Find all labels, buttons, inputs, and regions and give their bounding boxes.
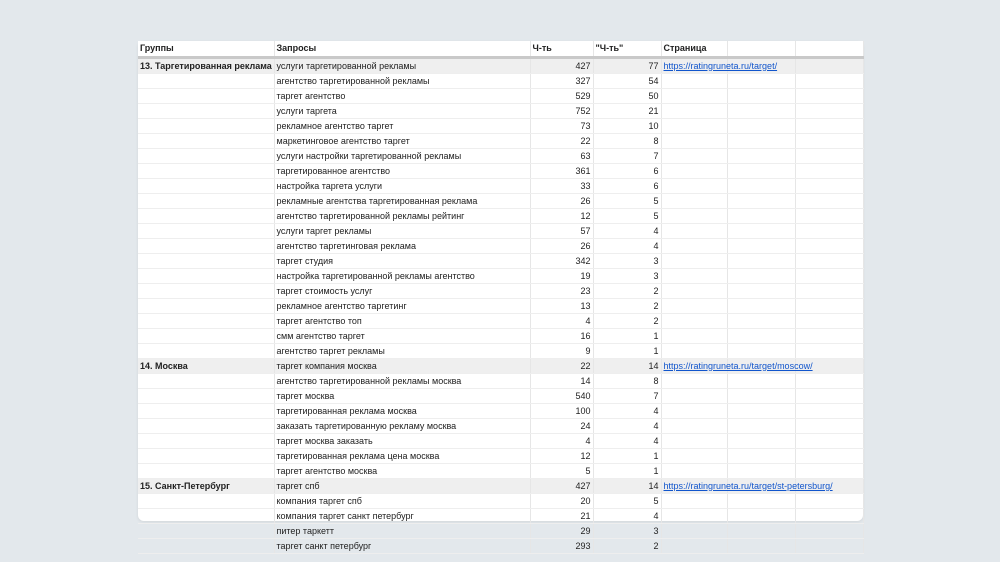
query-cell[interactable]: услуги настройки таргетированной рекламы	[274, 149, 530, 164]
empty-cell[interactable]	[138, 224, 274, 239]
table-row	[138, 58, 863, 74]
query-cell[interactable]: услуги таргетированной рекламы	[274, 58, 530, 74]
empty-cell[interactable]	[795, 194, 863, 209]
frequency-cell[interactable]: 100	[530, 404, 593, 419]
empty-cell[interactable]	[727, 329, 795, 344]
empty-cell[interactable]	[661, 254, 727, 269]
empty-cell[interactable]	[727, 344, 795, 359]
exact-frequency-cell[interactable]: 2	[593, 284, 661, 299]
header-row	[138, 41, 863, 58]
query-cell[interactable]: настройка таргетированной рекламы агентство	[274, 269, 530, 284]
empty-cell[interactable]	[795, 74, 863, 89]
exact-frequency-cell[interactable]: 1	[593, 464, 661, 479]
empty-cell[interactable]	[138, 539, 274, 554]
query-cell[interactable]: таргет агентство	[274, 89, 530, 104]
empty-cell[interactable]	[795, 524, 863, 539]
empty-cell[interactable]	[795, 269, 863, 284]
query-cell[interactable]: таргет санкт петербург	[274, 539, 530, 554]
empty-cell[interactable]	[661, 104, 727, 119]
empty-cell[interactable]	[795, 179, 863, 194]
empty-cell[interactable]	[138, 284, 274, 299]
empty-cell[interactable]	[795, 209, 863, 224]
exact-frequency-cell[interactable]: 77	[593, 58, 661, 74]
empty-cell[interactable]	[138, 164, 274, 179]
exact-frequency-cell[interactable]: 7	[593, 389, 661, 404]
page-link[interactable]: https://ratingruneta.ru/target/	[663, 60, 778, 71]
exact-frequency-cell[interactable]: 2	[593, 299, 661, 314]
empty-cell[interactable]	[727, 539, 795, 554]
table-row	[138, 359, 863, 374]
page-cell[interactable]	[661, 359, 813, 374]
page-link[interactable]: https://ratingruneta.ru/target/moscow/	[663, 360, 813, 371]
table-row	[138, 494, 863, 509]
frequency-cell[interactable]: 752	[530, 104, 593, 119]
query-cell[interactable]: таргет студия	[274, 254, 530, 269]
exact-frequency-cell[interactable]: 50	[593, 89, 661, 104]
empty-cell[interactable]	[661, 494, 727, 509]
empty-cell[interactable]	[795, 314, 863, 329]
empty-cell[interactable]	[138, 89, 274, 104]
empty-cell[interactable]	[661, 284, 727, 299]
table-row	[138, 524, 863, 539]
table-row	[138, 389, 863, 404]
frequency-cell[interactable]: 361	[530, 164, 593, 179]
exact-frequency-cell[interactable]: 3	[593, 269, 661, 284]
exact-frequency-cell[interactable]: 4	[593, 419, 661, 434]
table-row	[138, 134, 863, 149]
query-cell[interactable]: агентство таргет рекламы	[274, 344, 530, 359]
empty-cell[interactable]	[661, 464, 727, 479]
empty-cell[interactable]	[138, 134, 274, 149]
empty-cell[interactable]	[727, 134, 795, 149]
frequency-cell[interactable]: 12	[530, 209, 593, 224]
empty-cell[interactable]	[661, 404, 727, 419]
frequency-cell[interactable]: 13	[530, 299, 593, 314]
exact-frequency-cell[interactable]: 2	[593, 314, 661, 329]
exact-frequency-cell[interactable]: 7	[593, 149, 661, 164]
empty-cell[interactable]	[661, 539, 727, 554]
query-cell[interactable]: настройка таргета услуги	[274, 179, 530, 194]
empty-cell[interactable]	[661, 239, 727, 254]
frequency-cell[interactable]: 16	[530, 329, 593, 344]
empty-cell[interactable]	[138, 389, 274, 404]
frequency-cell[interactable]: 26	[530, 239, 593, 254]
query-cell[interactable]: таргетированная реклама цена москва	[274, 449, 530, 464]
empty-cell[interactable]	[727, 239, 795, 254]
query-cell[interactable]: услуги таргета	[274, 104, 530, 119]
group-cell[interactable]: 14. Москва	[138, 359, 274, 374]
frequency-cell[interactable]: 22	[530, 359, 593, 374]
empty-cell[interactable]	[661, 164, 727, 179]
empty-cell[interactable]	[795, 434, 863, 449]
frequency-cell[interactable]: 73	[530, 119, 593, 134]
frequency-cell[interactable]: 21	[530, 509, 593, 524]
empty-cell[interactable]	[727, 464, 795, 479]
empty-cell[interactable]	[138, 329, 274, 344]
empty-cell[interactable]	[138, 374, 274, 389]
empty-cell[interactable]	[795, 58, 863, 74]
empty-cell[interactable]	[138, 464, 274, 479]
query-cell[interactable]: таргет компания москва	[274, 359, 530, 374]
empty-cell[interactable]	[138, 194, 274, 209]
empty-cell[interactable]	[727, 209, 795, 224]
header-frequency[interactable]: Ч-ть	[530, 41, 593, 58]
table-row	[138, 449, 863, 464]
table-row	[138, 329, 863, 344]
empty-cell[interactable]	[795, 344, 863, 359]
empty-cell[interactable]	[138, 344, 274, 359]
empty-cell[interactable]	[727, 119, 795, 134]
query-cell[interactable]: агентство таргетированной рекламы	[274, 74, 530, 89]
page-cell[interactable]	[661, 479, 833, 494]
table-row	[138, 374, 863, 389]
empty-cell[interactable]	[795, 239, 863, 254]
table-row	[138, 164, 863, 179]
empty-cell[interactable]	[661, 434, 727, 449]
empty-cell[interactable]	[661, 314, 727, 329]
table-row	[138, 284, 863, 299]
empty-cell[interactable]	[795, 284, 863, 299]
frequency-cell[interactable]: 22	[530, 134, 593, 149]
exact-frequency-cell[interactable]: 10	[593, 119, 661, 134]
exact-frequency-cell[interactable]: 4	[593, 434, 661, 449]
empty-cell[interactable]	[727, 404, 795, 419]
empty-cell[interactable]	[727, 89, 795, 104]
empty-cell[interactable]	[727, 419, 795, 434]
exact-frequency-cell[interactable]: 2	[593, 539, 661, 554]
table-row	[138, 464, 863, 479]
query-cell[interactable]: рекламное агентство таргетинг	[274, 299, 530, 314]
empty-cell[interactable]	[138, 269, 274, 284]
frequency-cell[interactable]: 24	[530, 419, 593, 434]
frequency-cell[interactable]: 4	[530, 434, 593, 449]
header-empty[interactable]	[727, 41, 795, 58]
exact-frequency-cell[interactable]: 4	[593, 404, 661, 419]
header-queries[interactable]: Запросы	[274, 41, 530, 58]
exact-frequency-cell[interactable]: 6	[593, 179, 661, 194]
empty-cell[interactable]	[727, 179, 795, 194]
table-row	[138, 299, 863, 314]
exact-frequency-cell[interactable]: 3	[593, 254, 661, 269]
empty-cell[interactable]	[138, 299, 274, 314]
empty-cell[interactable]	[795, 329, 863, 344]
exact-frequency-cell[interactable]: 4	[593, 239, 661, 254]
empty-cell[interactable]	[795, 464, 863, 479]
query-cell[interactable]: таргет стоимость услуг	[274, 284, 530, 299]
frequency-cell[interactable]: 12	[530, 449, 593, 464]
query-cell[interactable]: таргет агентство москва	[274, 464, 530, 479]
frequency-cell[interactable]: 342	[530, 254, 593, 269]
table-row	[138, 74, 863, 89]
empty-cell[interactable]	[138, 434, 274, 449]
empty-cell[interactable]	[661, 224, 727, 239]
query-cell[interactable]: таргетированная реклама москва	[274, 404, 530, 419]
query-cell[interactable]: агентство таргетированной рекламы москва	[274, 374, 530, 389]
table-row	[138, 479, 863, 494]
query-cell[interactable]: компания таргет спб	[274, 494, 530, 509]
empty-cell[interactable]	[138, 524, 274, 539]
table-row	[138, 254, 863, 269]
spreadsheet	[138, 41, 863, 551]
empty-cell[interactable]	[661, 524, 727, 539]
exact-frequency-cell[interactable]: 6	[593, 164, 661, 179]
empty-cell[interactable]	[795, 89, 863, 104]
table-row	[138, 179, 863, 194]
query-cell[interactable]: заказать таргетированную рекламу москва	[274, 419, 530, 434]
table-row	[138, 404, 863, 419]
empty-cell[interactable]	[795, 149, 863, 164]
table-row	[138, 434, 863, 449]
empty-cell[interactable]	[795, 134, 863, 149]
exact-frequency-cell[interactable]: 8	[593, 374, 661, 389]
table-row	[138, 89, 863, 104]
empty-cell[interactable]	[138, 239, 274, 254]
empty-cell[interactable]	[727, 374, 795, 389]
empty-cell[interactable]	[795, 539, 863, 554]
exact-frequency-cell[interactable]: 14	[593, 479, 661, 494]
empty-cell[interactable]	[661, 74, 727, 89]
table-row	[138, 209, 863, 224]
table-row	[138, 539, 863, 554]
empty-cell[interactable]	[727, 434, 795, 449]
empty-cell[interactable]	[138, 104, 274, 119]
query-cell[interactable]: маркетинговое агентство таргет	[274, 134, 530, 149]
exact-frequency-cell[interactable]: 1	[593, 449, 661, 464]
group-cell[interactable]: 13. Таргетированная реклама	[138, 58, 274, 74]
query-cell[interactable]: агентство таргетинговая реклама	[274, 239, 530, 254]
frequency-cell[interactable]: 293	[530, 539, 593, 554]
empty-cell[interactable]	[661, 344, 727, 359]
table-row	[138, 419, 863, 434]
frequency-cell[interactable]: 427	[530, 479, 593, 494]
empty-cell[interactable]	[661, 269, 727, 284]
frequency-cell[interactable]: 540	[530, 389, 593, 404]
empty-cell[interactable]	[727, 149, 795, 164]
table-row	[138, 509, 863, 524]
empty-cell[interactable]	[727, 524, 795, 539]
frequency-cell[interactable]: 33	[530, 179, 593, 194]
frequency-cell[interactable]: 63	[530, 149, 593, 164]
empty-cell[interactable]	[138, 209, 274, 224]
query-cell[interactable]: таргет спб	[274, 479, 530, 494]
empty-cell[interactable]	[727, 314, 795, 329]
table-row	[138, 104, 863, 119]
empty-cell[interactable]	[795, 299, 863, 314]
page-link[interactable]: https://ratingruneta.ru/target/st-petersburg/	[663, 480, 833, 491]
empty-cell[interactable]	[727, 284, 795, 299]
empty-cell[interactable]	[138, 74, 274, 89]
frequency-cell[interactable]: 14	[530, 374, 593, 389]
empty-cell[interactable]	[795, 449, 863, 464]
empty-cell[interactable]	[661, 419, 727, 434]
empty-cell[interactable]	[795, 389, 863, 404]
header-groups[interactable]: Группы	[138, 41, 274, 58]
query-cell[interactable]: таргет москва заказать	[274, 434, 530, 449]
query-cell[interactable]: таргет москва	[274, 389, 530, 404]
frequency-cell[interactable]: 327	[530, 74, 593, 89]
empty-cell[interactable]	[138, 149, 274, 164]
page-cell[interactable]	[661, 58, 778, 74]
empty-cell[interactable]	[138, 119, 274, 134]
table-row	[138, 119, 863, 134]
empty-cell[interactable]	[727, 74, 795, 89]
empty-cell[interactable]	[795, 119, 863, 134]
empty-cell[interactable]	[795, 404, 863, 419]
table-row	[138, 239, 863, 254]
empty-cell[interactable]	[661, 509, 727, 524]
empty-cell[interactable]	[727, 164, 795, 179]
empty-cell[interactable]	[138, 179, 274, 194]
exact-frequency-cell[interactable]: 4	[593, 509, 661, 524]
exact-frequency-cell[interactable]: 3	[593, 524, 661, 539]
keyword-table	[138, 41, 864, 554]
exact-frequency-cell[interactable]: 1	[593, 344, 661, 359]
exact-frequency-cell[interactable]: 4	[593, 224, 661, 239]
frequency-cell[interactable]: 29	[530, 524, 593, 539]
empty-cell[interactable]	[138, 419, 274, 434]
frequency-cell[interactable]: 529	[530, 89, 593, 104]
empty-cell[interactable]	[795, 419, 863, 434]
table-row	[138, 269, 863, 284]
empty-cell[interactable]	[795, 374, 863, 389]
query-cell[interactable]: рекламные агентства таргетированная реклама	[274, 194, 530, 209]
table-row	[138, 344, 863, 359]
exact-frequency-cell[interactable]: 1	[593, 329, 661, 344]
query-cell[interactable]: услуги таргет рекламы	[274, 224, 530, 239]
empty-cell[interactable]	[661, 389, 727, 404]
empty-cell[interactable]	[661, 134, 727, 149]
empty-cell[interactable]	[727, 104, 795, 119]
exact-frequency-cell[interactable]: 21	[593, 104, 661, 119]
empty-cell[interactable]	[727, 269, 795, 284]
empty-cell[interactable]	[661, 329, 727, 344]
group-cell[interactable]: 15. Санкт-Петербург	[138, 479, 274, 494]
query-cell[interactable]: компания таргет санкт петербург	[274, 509, 530, 524]
table-row	[138, 149, 863, 164]
empty-cell[interactable]	[138, 509, 274, 524]
empty-cell[interactable]	[795, 509, 863, 524]
header-exact-frequency[interactable]: "Ч-ть"	[593, 41, 661, 58]
empty-cell[interactable]	[138, 254, 274, 269]
empty-cell[interactable]	[727, 494, 795, 509]
empty-cell[interactable]	[795, 224, 863, 239]
query-cell[interactable]: таргетированное агентство	[274, 164, 530, 179]
frequency-cell[interactable]: 23	[530, 284, 593, 299]
query-cell[interactable]: агентство таргетированной рекламы рейтинг	[274, 209, 530, 224]
empty-cell[interactable]	[138, 449, 274, 464]
query-cell[interactable]: рекламное агентство таргет	[274, 119, 530, 134]
frequency-cell[interactable]: 5	[530, 464, 593, 479]
empty-cell[interactable]	[661, 194, 727, 209]
empty-cell[interactable]	[661, 149, 727, 164]
exact-frequency-cell[interactable]: 14	[593, 359, 661, 374]
table-body	[138, 58, 863, 554]
empty-cell[interactable]	[661, 449, 727, 464]
frequency-cell[interactable]: 19	[530, 269, 593, 284]
empty-cell[interactable]	[661, 374, 727, 389]
frequency-cell[interactable]: 20	[530, 494, 593, 509]
frequency-cell[interactable]: 427	[530, 58, 593, 74]
header-empty[interactable]	[795, 41, 863, 58]
exact-frequency-cell[interactable]: 5	[593, 209, 661, 224]
table-row	[138, 194, 863, 209]
frequency-cell[interactable]: 9	[530, 344, 593, 359]
empty-cell[interactable]	[795, 164, 863, 179]
empty-cell[interactable]	[727, 224, 795, 239]
empty-cell[interactable]	[138, 494, 274, 509]
empty-cell[interactable]	[727, 509, 795, 524]
empty-cell[interactable]	[138, 404, 274, 419]
header-page[interactable]: Страница	[661, 41, 727, 58]
empty-cell[interactable]	[661, 89, 727, 104]
empty-cell[interactable]	[138, 314, 274, 329]
empty-cell[interactable]	[727, 194, 795, 209]
empty-cell[interactable]	[661, 299, 727, 314]
query-cell[interactable]: смм агентство таргет	[274, 329, 530, 344]
empty-cell[interactable]	[661, 179, 727, 194]
frequency-cell[interactable]: 4	[530, 314, 593, 329]
exact-frequency-cell[interactable]: 5	[593, 494, 661, 509]
exact-frequency-cell[interactable]: 8	[593, 134, 661, 149]
exact-frequency-cell[interactable]: 54	[593, 74, 661, 89]
table-row	[138, 224, 863, 239]
frequency-cell[interactable]: 26	[530, 194, 593, 209]
query-cell[interactable]: таргет агентство топ	[274, 314, 530, 329]
empty-cell[interactable]	[795, 104, 863, 119]
table-row	[138, 314, 863, 329]
empty-cell[interactable]	[727, 389, 795, 404]
empty-cell[interactable]	[661, 209, 727, 224]
empty-cell[interactable]	[661, 119, 727, 134]
empty-cell[interactable]	[727, 299, 795, 314]
empty-cell[interactable]	[727, 254, 795, 269]
empty-cell[interactable]	[795, 254, 863, 269]
query-cell[interactable]: питер таркетт	[274, 524, 530, 539]
empty-cell[interactable]	[727, 449, 795, 464]
exact-frequency-cell[interactable]: 5	[593, 194, 661, 209]
empty-cell[interactable]	[795, 494, 863, 509]
frequency-cell[interactable]: 57	[530, 224, 593, 239]
